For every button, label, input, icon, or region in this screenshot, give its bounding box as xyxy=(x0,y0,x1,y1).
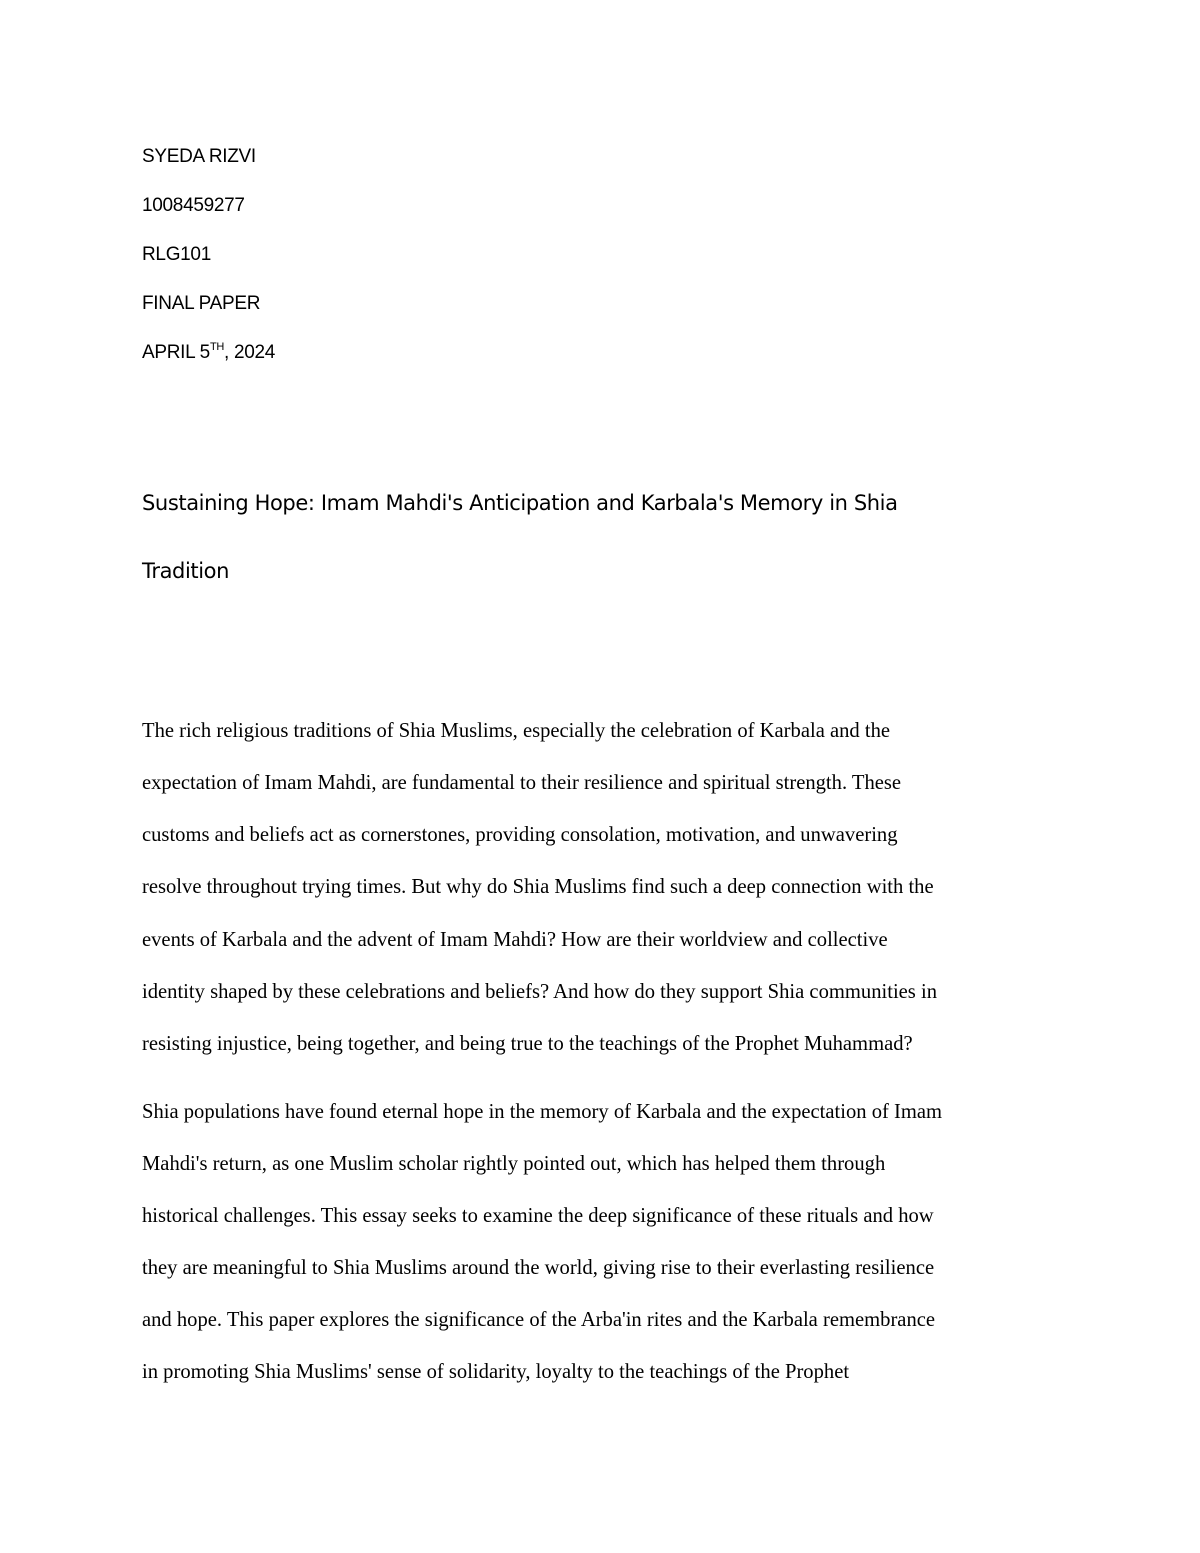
paragraph-line: identity shaped by these celebrations and beliefs? And how do they support Shia communities in xyxy=(142,981,937,1003)
date-prefix: APRIL 5 xyxy=(142,342,210,363)
paragraph-line: Shia populations have found eternal hope in the memory of Karbala and the expectation of Imam xyxy=(142,1101,943,1123)
paragraph-line: they are meaningful to Shia Muslims around the world, giving rise to their everlasting resilience xyxy=(142,1257,935,1279)
student-id: 1008459277 xyxy=(142,195,245,216)
paragraph-line: Mahdi's return, as one Muslim scholar rightly pointed out, which has helped them through xyxy=(142,1153,886,1175)
paragraph-line: The rich religious traditions of Shia Muslims, especially the celebration of Karbala and the xyxy=(142,720,891,742)
submission-date xyxy=(142,341,275,365)
paragraph-line: expectation of Imam Mahdi, are fundamental to their resilience and spiritual strength. These xyxy=(142,772,902,794)
paragraph-line: in promoting Shia Muslims' sense of solidarity, loyalty to the teachings of the Prophet xyxy=(142,1361,850,1383)
paragraph-line: and hope. This paper explores the significance of the Arba'in rites and the Karbala remembrance xyxy=(142,1309,936,1331)
paragraph-line: resisting injustice, being together, and being true to the teachings of the Prophet Muhammad? xyxy=(142,1033,913,1055)
paragraph-line: historical challenges. This essay seeks to examine the deep significance of these rituals and how xyxy=(142,1205,934,1227)
date-superscript: TH xyxy=(209,341,225,353)
paper-title-line-1: Sustaining Hope: Imam Mahdi's Anticipation and Karbala's Memory in Shia xyxy=(142,491,898,515)
author-name: SYEDA RIZVI xyxy=(142,146,256,167)
paragraph-line: customs and beliefs act as cornerstones, providing consolation, motivation, and unwavering xyxy=(142,824,898,846)
date-suffix: , 2024 xyxy=(224,342,276,363)
paragraph-line: events of Karbala and the advent of Imam Mahdi? How are their worldview and collective xyxy=(142,929,888,951)
course-code: RLG101 xyxy=(142,244,211,265)
paragraph-line: resolve throughout trying times. But why do Shia Muslims find such a deep connection with the xyxy=(142,876,934,898)
assignment-title: FINAL PAPER xyxy=(142,293,261,314)
paper-title-line-2: Tradition xyxy=(142,559,230,583)
